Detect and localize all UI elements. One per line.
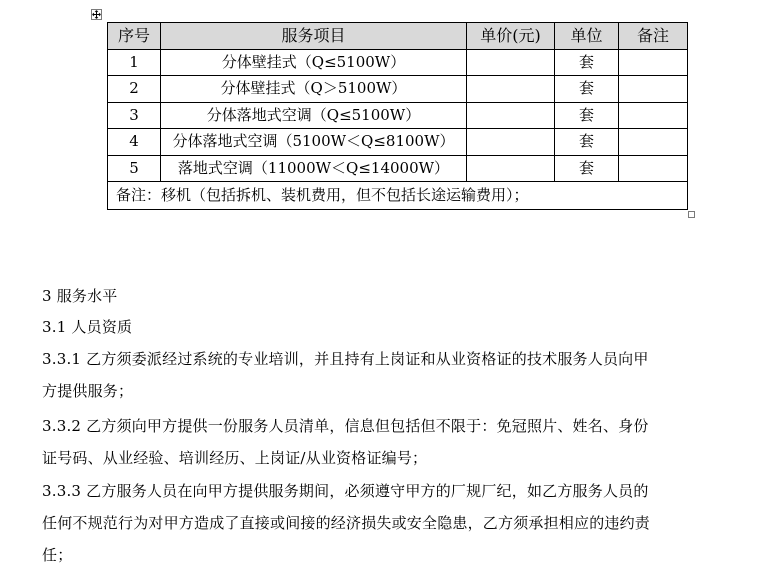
cell-no[interactable]: 1 <box>108 49 161 76</box>
cell-price[interactable] <box>467 49 555 76</box>
paragraph-line: 任； <box>42 546 73 564</box>
header-service-item: 服务项目 <box>161 23 467 50</box>
cell-unit[interactable]: 套 <box>555 102 619 129</box>
cell-no[interactable]: 4 <box>108 129 161 156</box>
cell-remark[interactable] <box>619 155 688 182</box>
paragraph-line: 任何不规范行为对甲方造成了直接或间接的经济损失或安全隐患，乙方须承担相应的违约责 <box>42 514 651 532</box>
header-unit-price: 单价(元) <box>467 23 555 50</box>
cell-no[interactable]: 3 <box>108 102 161 129</box>
table-move-handle-icon[interactable] <box>91 9 102 20</box>
paragraph-line: 3.3.1 乙方须委派经过系统的专业培训，并且持有上岗证和从业资格证的技术服务人员向甲 <box>42 350 649 368</box>
table-row <box>108 76 688 103</box>
cell-remark[interactable] <box>619 102 688 129</box>
table-note[interactable]: 备注：移机（包括拆机、装机费用，但不包括长途运输费用）； <box>108 182 688 210</box>
table-row <box>108 155 688 182</box>
cell-item[interactable]: 分体壁挂式（Q＞5100W） <box>161 76 467 103</box>
cell-unit[interactable]: 套 <box>555 76 619 103</box>
cell-remark[interactable] <box>619 49 688 76</box>
cell-price[interactable] <box>467 76 555 103</box>
subsection-heading: 3.1 人员资质 <box>42 318 133 336</box>
cell-unit[interactable]: 套 <box>555 129 619 156</box>
table-note-row <box>108 182 688 210</box>
paragraph-line: 证号码、从业经验、培训经历、上岗证/从业资格证编号； <box>42 449 428 467</box>
section-heading: 3 服务水平 <box>42 287 118 305</box>
header-remark: 备注 <box>619 23 688 50</box>
service-price-table <box>107 22 688 210</box>
paragraph-line: 方提供服务； <box>42 382 134 400</box>
cell-price[interactable] <box>467 129 555 156</box>
table-row <box>108 129 688 156</box>
cell-item[interactable]: 分体壁挂式（Q≤5100W） <box>161 49 467 76</box>
cell-no[interactable]: 2 <box>108 76 161 103</box>
table-resize-handle[interactable] <box>688 211 695 218</box>
cell-price[interactable] <box>467 155 555 182</box>
cell-unit[interactable]: 套 <box>555 49 619 76</box>
cell-no[interactable]: 5 <box>108 155 161 182</box>
cell-remark[interactable] <box>619 129 688 156</box>
paragraph-line: 3.3.2 乙方须向甲方提供一份服务人员清单，信息但包括但不限于：免冠照片、姓名、身份 <box>42 417 649 435</box>
table-row <box>108 49 688 76</box>
cell-remark[interactable] <box>619 76 688 103</box>
header-no: 序号 <box>108 23 161 50</box>
cell-unit[interactable]: 套 <box>555 155 619 182</box>
cell-item[interactable]: 分体落地式空调（5100W＜Q≤8100W） <box>161 129 467 156</box>
header-unit: 单位 <box>555 23 619 50</box>
table-header-row <box>108 23 688 50</box>
cell-item[interactable]: 落地式空调（11000W＜Q≤14000W） <box>161 155 467 182</box>
cell-price[interactable] <box>467 102 555 129</box>
paragraph-line: 3.3.3 乙方服务人员在向甲方提供服务期间，必须遵守甲方的厂规厂纪，如乙方服务人员的 <box>42 482 649 500</box>
cell-item[interactable]: 分体落地式空调（Q≤5100W） <box>161 102 467 129</box>
table-row <box>108 102 688 129</box>
